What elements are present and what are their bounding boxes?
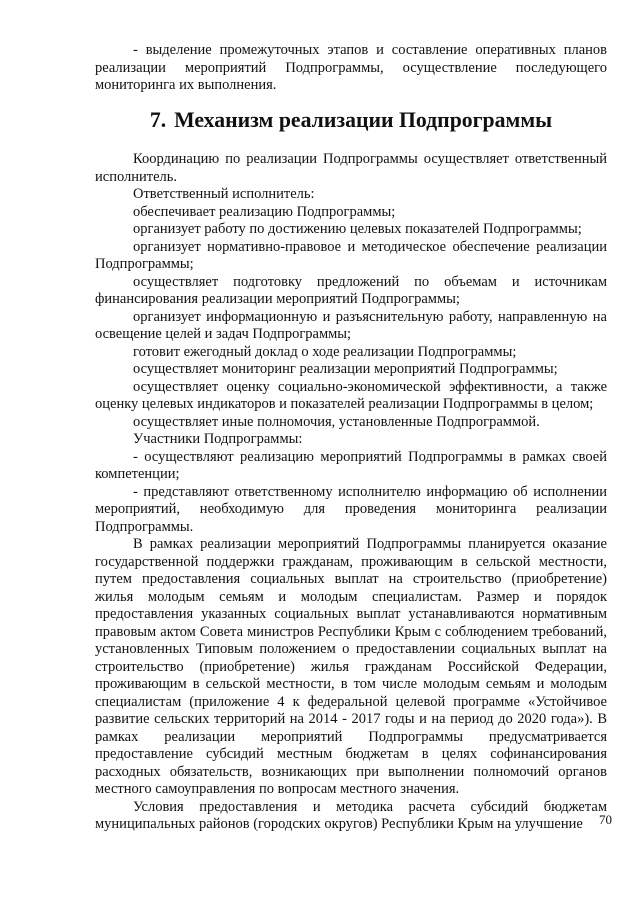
- intro-paragraph: - выделение промежуточных этапов и составление оперативных планов реализации мероприятий Подпрограммы, осуществление последующего мониторинга их выполнения.: [95, 42, 607, 93]
- paragraph-monitoring: осуществляет мониторинг реализации мероприятий Подпрограммы;: [133, 361, 558, 377]
- paragraph-other-powers: осуществляет иные полномочия, установленные Подпрограммой.: [133, 413, 540, 430]
- paragraph-efficiency-assessment: осуществляет оценку социально-экономической эффективности, а также оценку целевых индикаторов и показателей реализации Подпрограммы в целом;: [95, 378, 607, 412]
- paragraph-ensures: обеспечивает реализацию Подпрограммы;: [133, 203, 396, 220]
- paragraph-participants-heading: Участники Подпрограммы:: [133, 431, 303, 447]
- section-title: Механизм реализации Подпрограммы: [174, 107, 553, 132]
- paragraph-participants-report: - представляют ответственному исполнителю информацию об исполнении мероприятий, необходимую для проведения мониторинга реализации Подпрограммы.: [95, 483, 607, 535]
- paragraph-information-work: организует информационную и разъяснительную работу, направленную на освещение целей и задач Подпрограммы;: [95, 308, 607, 342]
- paragraph-subsidy-conditions: Условия предоставления и методика расчета субсидий бюджетам муниципальных районов (городских округов) Республики Крым на улучшение: [95, 798, 607, 832]
- paragraph-coordination: Координацию по реализации Подпрограммы осуществляет ответственный исполнитель.: [95, 151, 607, 185]
- paragraph-participants-implement: - осуществляют реализацию мероприятий Подпрограммы в рамках своей компетенции;: [95, 448, 607, 482]
- paragraph-annual-report: готовит ежегодный доклад о ходе реализации Подпрограммы;: [133, 343, 517, 360]
- section-heading: [95, 107, 607, 132]
- page-number: 70: [599, 812, 612, 827]
- document-page: [95, 42, 607, 834]
- paragraph-state-support: В рамках реализации мероприятий Подпрограммы планируется оказание государственной поддержки гражданам, проживающим в сельской местности, путем предоставления социальных выплат на строительство (приобретение) жилья молодым семьям и молодым специалистам. Размер и порядок предоставления указанных социальных выплат устанавливаются нормативным правовым актом Совета министров Республики Крым с соблюдением требований, установленных Типовым положением о предоставлении социальных выплат на строительство (приобретение) жилья гражданам Российской Федерации, проживающим в сельской местности, в том числе молодым семьям и молодым специалистам (приложение 4 к федеральной целевой программе «Устойчивое развитие сельских территорий на 2014 - 2017 годы и на период до 2020 года»). В рамках реализации мероприятий Подпрограммы предусматривается предоставление субсидий местным бюджетам в целях софинансирования расходных обязательств, возникающих при выполнении полномочий органов местного самоуправления по вопросам местного значения.: [95, 536, 607, 797]
- paragraph-target-indicators: организует работу по достижению целевых показателей Подпрограммы;: [133, 221, 582, 237]
- section-number: 7.: [149, 107, 167, 132]
- paragraph-executor-heading: Ответственный исполнитель:: [133, 186, 315, 202]
- paragraph-funding-proposals: осуществляет подготовку предложений по объемам и источникам финансирования реализации мероприятий Подпрограммы;: [95, 273, 607, 307]
- paragraph-legal-support: организует нормативно-правовое и методическое обеспечение реализации Подпрограммы;: [95, 238, 607, 272]
